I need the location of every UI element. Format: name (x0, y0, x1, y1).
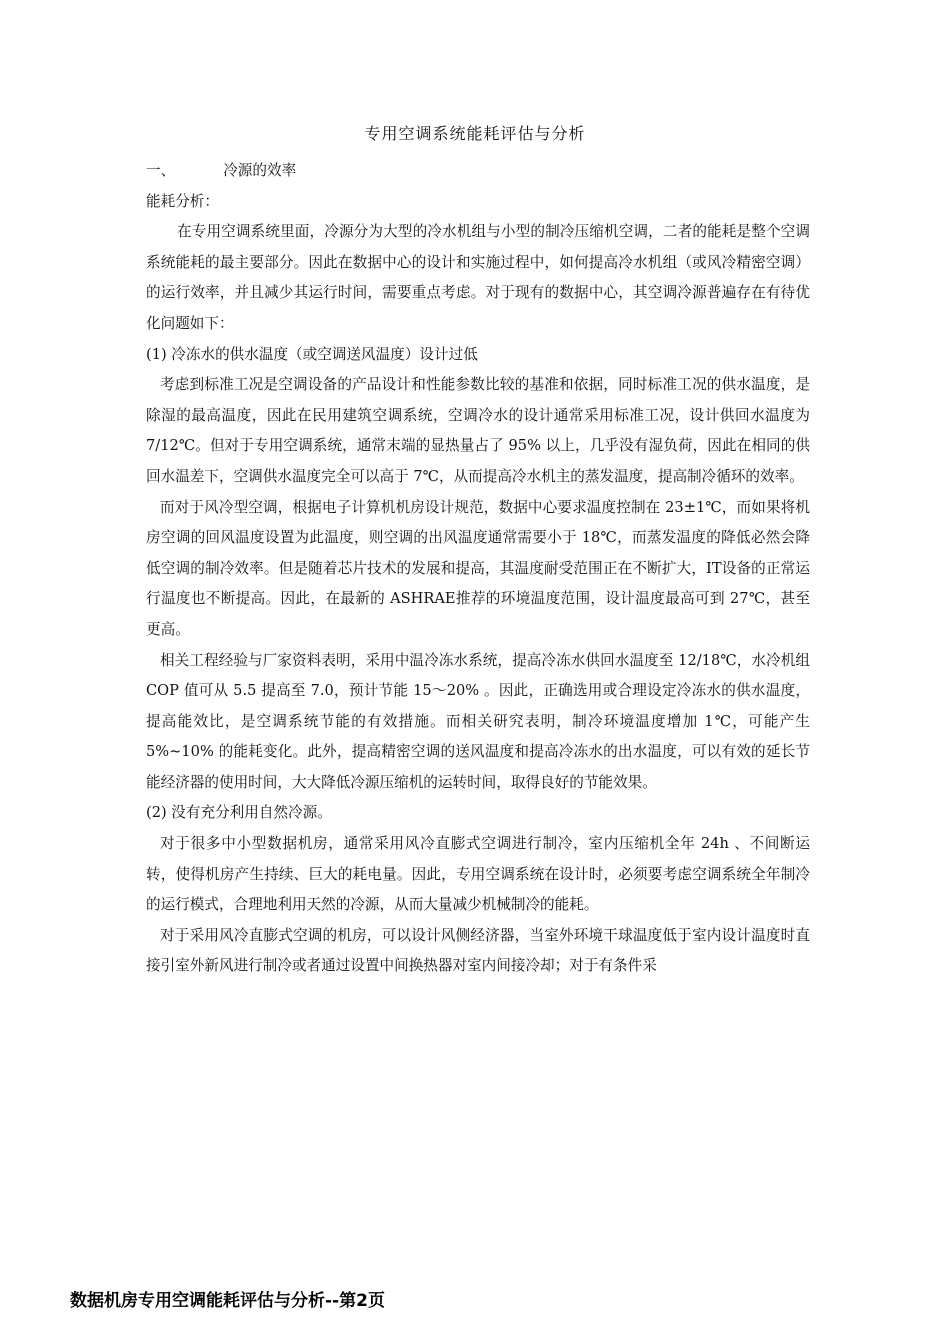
paragraph-2: 考虑到标准工况是空调设备的产品设计和性能参数比较的基准和依据，同时标准工况的供水温度，是除湿的最高温度，因此在民用建筑空调系统，空调冷水的设计通常采用标准工况，设计供回水温度为 7/12℃。但对于专用空调系统，通常末端的显热量占了 95% 以上，几乎没有湿负荷，因此在相同的供回水温差下，空调供水温度完全可以高于 7℃，从而提高冷水机主的蒸发温度，提高制冷循环的效率。 (146, 376, 810, 485)
section-heading (146, 156, 810, 187)
paragraph-3: 而对于风冷型空调，根据电子计算机机房设计规范，数据中心要求温度控制在 23±1℃，而如果将机房空调的回风温度设置为此温度，则空调的出风温度通常需要小于 18℃，而蒸发温度的降低必然会降低空调的制冷效率。但是随着芯片技术的发展和提高，其温度耐受范围正在不断扩大，IT设备的正常运行温度也不断提高。因此，在最新的 ASHRAE推荐的环境温度范围，设计温度最高可到 27℃，甚至更高。 (146, 498, 810, 638)
paragraph-1: 在专用空调系统里面，冷源分为大型的冷水机组与小型的制冷压缩机空调，二者的能耗是整个空调系统能耗的最主要部分。因此在数据中心的设计和实施过程中，如何提高冷水机组（或风冷精密空调）的运行效率，并且减少其运行时间，需要重点考虑。对于现有的数据中心，其空调冷源普遍存在有待优化问题如下： (146, 223, 810, 332)
item-1-heading: (1) 冷冻水的供水温度（或空调送风温度）设计过低 (146, 345, 478, 363)
paragraph-4: 相关工程经验与厂家资料表明，采用中温冷冻水系统，提高冷冻水供回水温度至 12/18℃，水冷机组 COP 值可从 5.5 提高至 7.0，预计节能 15～20% 。因此，正确选用或合理设定冷冻水的供水温度，提高能效比，是空调系统节能的有效措施。而相关研究表明，制冷环境温度增加 1℃，可能产生 5%~10% 的能耗变化。此外，提高精密空调的送风温度和提高冷冻水的出水温度，可以有效的延长节能经济器的使用时间，大大降低冷源压缩机的运转时间，取得良好的节能效果。 (146, 651, 810, 791)
item-2-heading: (2) 没有充分利用自然冷源。 (146, 804, 332, 822)
document-title: 专用空调系统能耗评估与分析 (364, 124, 586, 143)
paragraph-5: 对于很多中小型数据机房，通常采用风冷直膨式空调进行制冷，室内压缩机全年 24h 、不间断运转，使得机房产生持续、巨大的耗电量。因此，专用空调系统在设计时，必须要考虑空调系统全年制冷的运行模式，合理地利用天然的冷源，从而大量减少机械制冷的能耗。 (146, 835, 810, 914)
paragraph-6: 对于采用风冷直膨式空调的机房，可以设计风侧经济器，当室外环境干球温度低于室内设计温度时直接引室外新风进行制冷或者通过设置中间换热器对室内间接冷却；对于有条件采 (146, 926, 810, 975)
page-footer: 数据机房专用空调能耗评估与分析--第2页 (70, 1291, 385, 1311)
document-body (146, 156, 810, 982)
section-number: 一、 (146, 162, 176, 179)
sub-heading: 能耗分析： (146, 192, 219, 210)
section-title: 冷源的效率 (223, 162, 297, 179)
